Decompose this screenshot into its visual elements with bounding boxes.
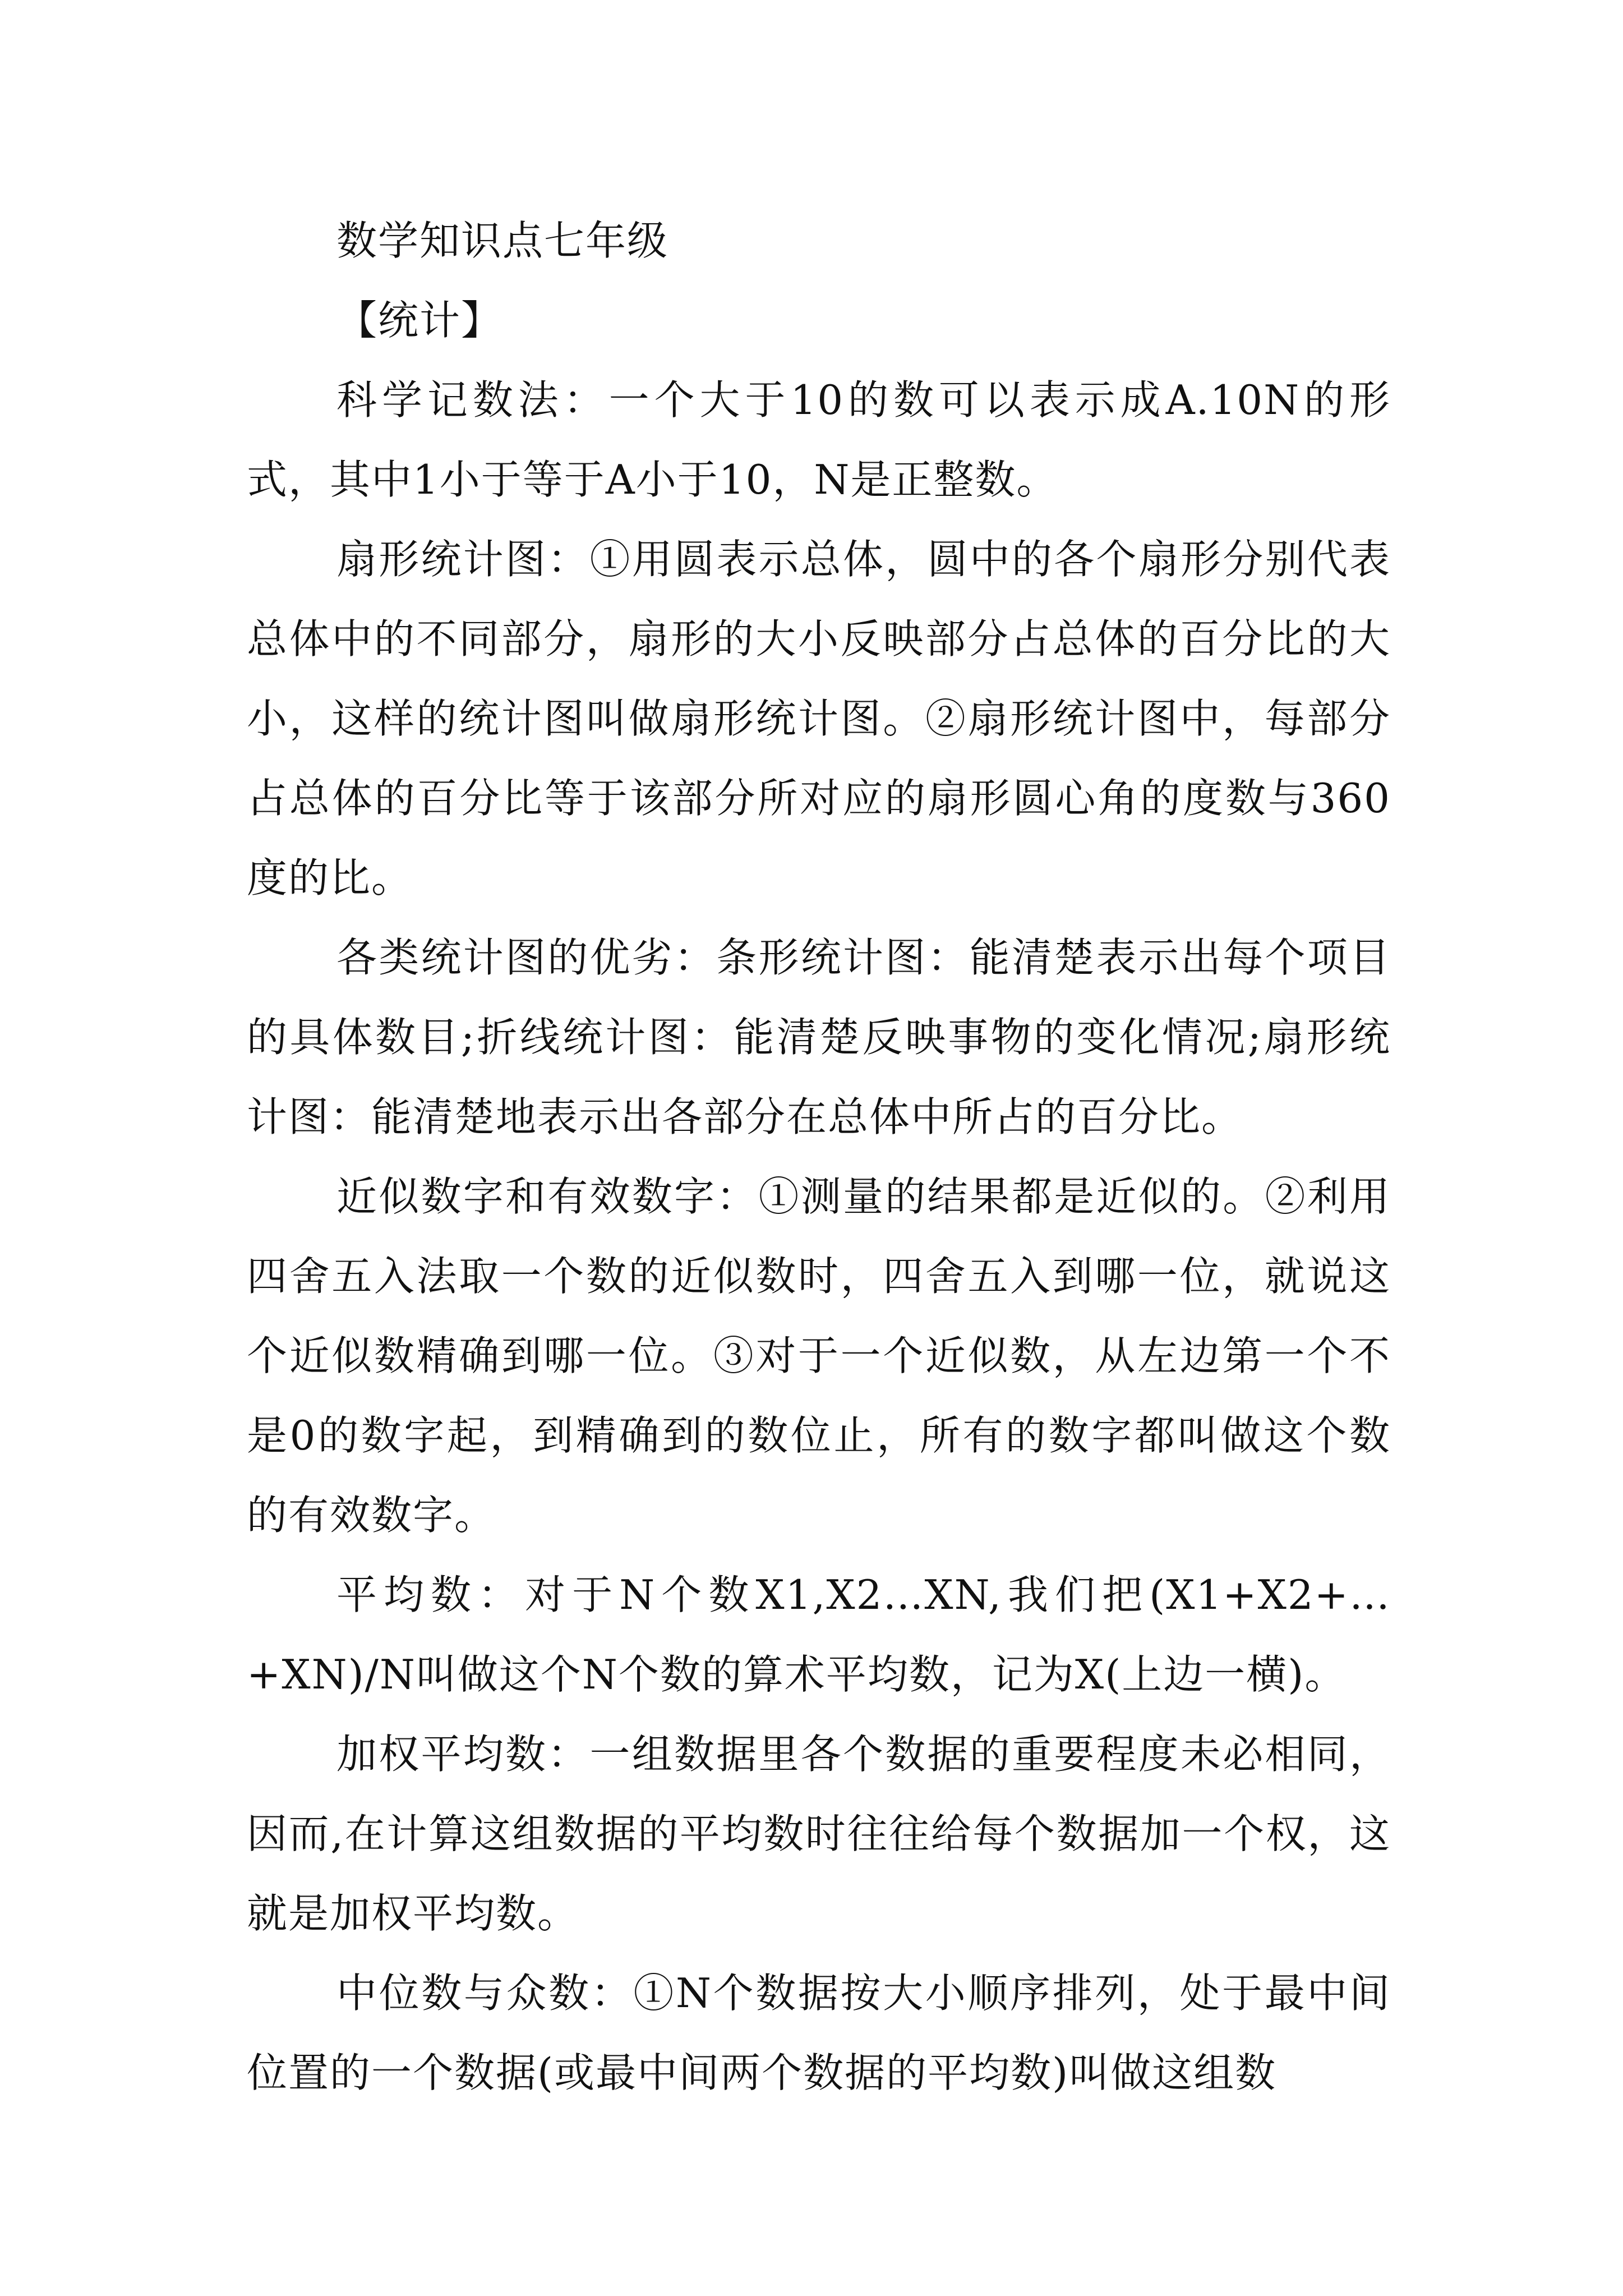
paragraph-weighted-mean: 加权平均数：一组数据里各个数据的重要程度未必相同，因而,在计算这组数据的平均数时往往给每个数据加一个权，这就是加权平均数。 [247, 1731, 1391, 1937]
document-body [247, 201, 1391, 2113]
paragraph-median-mode: 中位数与众数：①N个数据按大小顺序排列，处于最中间位置的一个数据(或最中间两个数据的平均数)叫做这组数 [247, 1970, 1391, 2096]
paragraph-scientific-notation: 科学记数法：一个大于10的数可以表示成A.10N的形式，其中1小于等于A小于10，N是正整数。 [247, 376, 1391, 503]
paragraph-significant-figures: 近似数字和有效数字：①测量的结果都是近似的。②利用四舍五入法取一个数的近似数时，四舍五入到哪一位，就说这个近似数精确到哪一位。③对于一个近似数，从左边第一个不是0的数字起，到精确到的数位止，所有的数字都叫做这个数的有效数字。 [247, 1173, 1391, 1539]
section-heading: 【统计】 [336, 297, 503, 344]
document-title: 数学知识点七年级 [336, 217, 669, 264]
paragraph-chart-comparison: 各类统计图的优劣：条形统计图：能清楚表示出每个项目的具体数目;折线统计图：能清楚反映事物的变化情况;扇形统计图：能清楚地表示出各部分在总体中所占的百分比。 [247, 934, 1391, 1140]
paragraph-mean: 平均数：对于N个数X1,X2…XN,我们把(X1+X2+…+XN)/N叫做这个N个数的算术平均数，记为X(上边一横)。 [247, 1571, 1391, 1698]
paragraph-pie-chart: 扇形统计图：①用圆表示总体，圆中的各个扇形分别代表总体中的不同部分，扇形的大小反映部分占总体的百分比的大小，这样的统计图叫做扇形统计图。②扇形统计图中，每部分占总体的百分比等于该部分所对应的扇形圆心角的度数与360度的比。 [247, 536, 1391, 901]
